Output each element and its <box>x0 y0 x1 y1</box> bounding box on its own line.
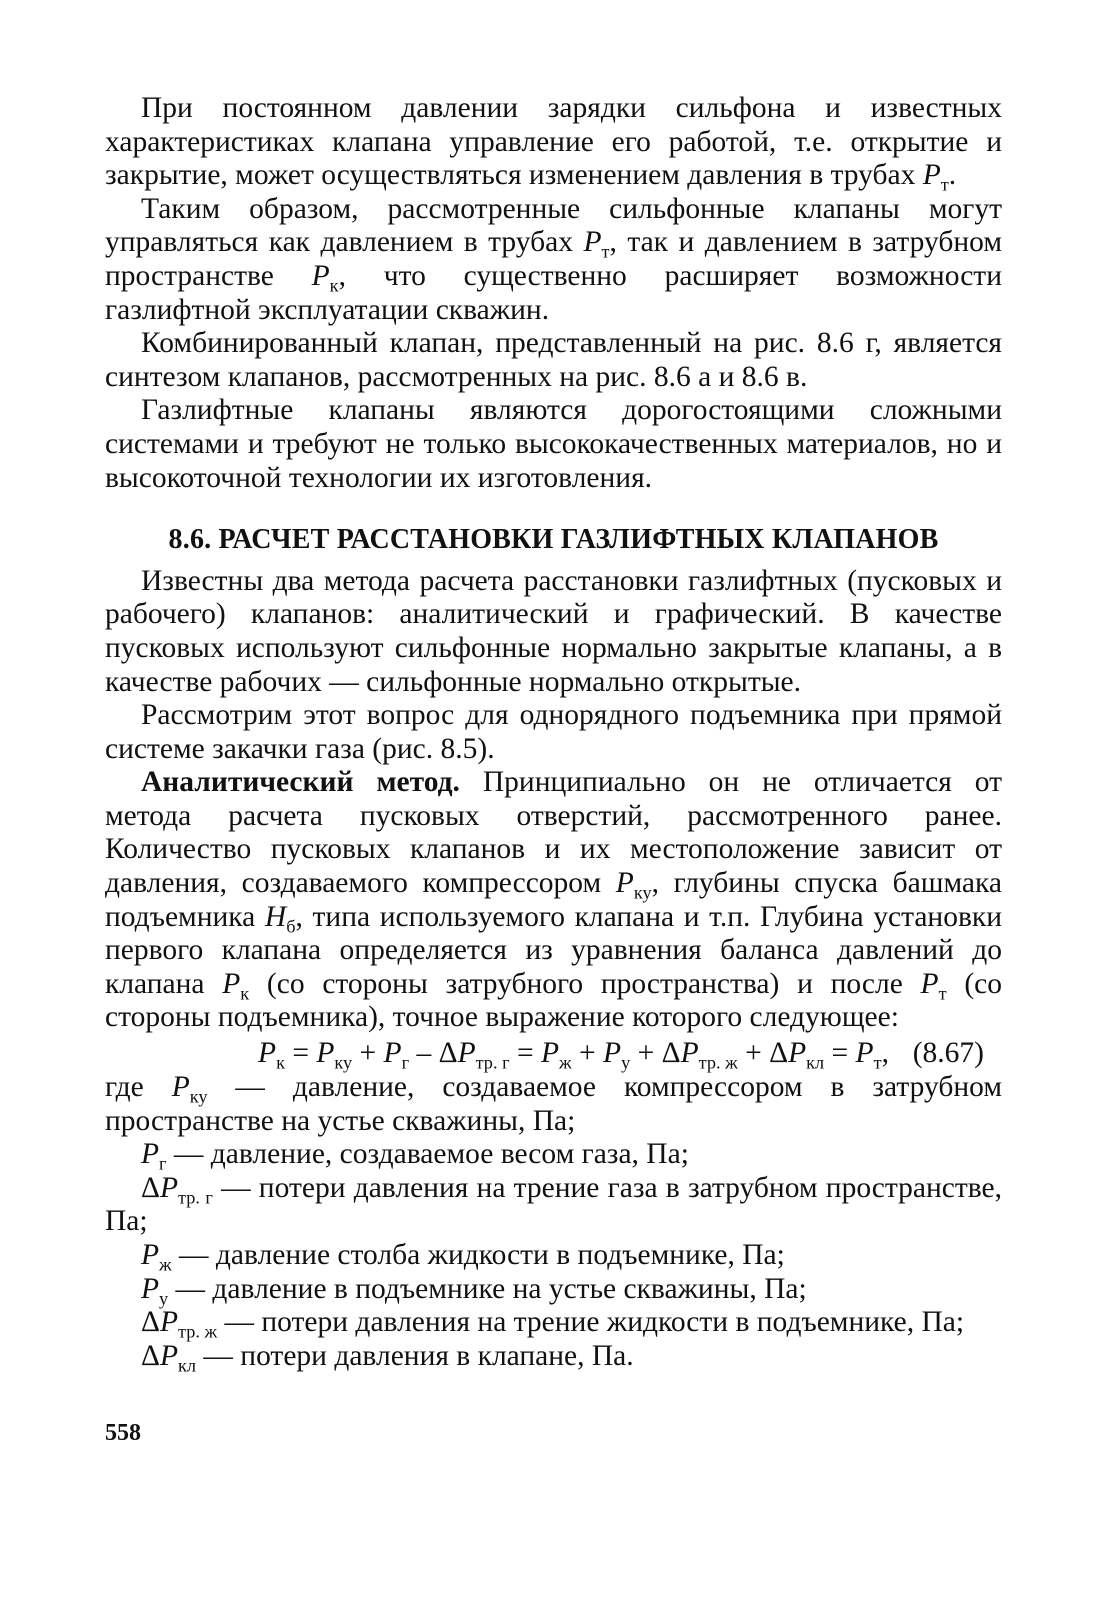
paragraph-text: (со стороны затрубного пространства) и после <box>249 967 921 1000</box>
paragraph-text: Таким образом, рассмотренные сильфонные клапаны могут управляться как давлением в трубах <box>105 192 1002 259</box>
subscript: к <box>276 1052 285 1073</box>
subscript: тр. ж <box>178 1321 218 1342</box>
paragraph-text: , что существенно расширяет возможности газлифтной эксплуатации скважин. <box>105 259 1002 326</box>
definition-text: — давление столба жидкости в подъемнике, Па; <box>171 1239 785 1271</box>
symbol: H <box>264 900 287 933</box>
operator: = <box>509 1037 541 1070</box>
paragraph-7 <box>105 766 1002 1035</box>
definition-item <box>105 1306 1002 1340</box>
subscript: т <box>601 241 610 262</box>
symbol: P <box>788 1037 807 1070</box>
operator: = <box>824 1037 856 1070</box>
equation-8-67 <box>105 1037 1002 1071</box>
definition-prefix: Δ <box>141 1339 160 1372</box>
subscript: ж <box>559 1052 572 1073</box>
paragraph-4: Газлифтные клапаны являются дорогостоящими сложными системами и требуют не только высококачественных материалов, но и высокоточной технологии их изготовления. <box>105 394 1002 494</box>
page-body <box>105 92 1003 1376</box>
subscript: тр. г <box>178 1187 213 1208</box>
symbol: P <box>258 1037 277 1070</box>
paragraph-text: При постоянном давлении зарядки сильфона и известных характеристиках клапана управление его работой, т.е. открытие и закрытие, может осуществляться изменением давления в трубах <box>105 92 1002 192</box>
definition-item <box>105 1340 1002 1374</box>
subscript: у <box>621 1052 631 1073</box>
subscript: у <box>159 1287 169 1308</box>
subscript: кл <box>178 1355 197 1376</box>
symbol: P <box>159 1306 179 1339</box>
section-heading: 8.6. РАСЧЕТ РАССТАНОВКИ ГАЗЛИФТНЫХ КЛАПАНОВ <box>168 524 939 556</box>
definition-text: — давление, создаваемое компрессором в затрубном пространстве на устье скважины, Па; <box>105 1071 1002 1137</box>
paragraph-text: , типа используемого клапана и т.п. Глубина установки первого клапана определяется из уравнения баланса давлений до клапана <box>105 900 1003 1000</box>
symbol: P <box>603 1037 622 1070</box>
paragraph-text: , глубины спуска башмака подъемника <box>105 867 1003 933</box>
symbol: P <box>680 1037 699 1070</box>
definition-prefix: Δ <box>141 1306 160 1339</box>
definition-item <box>105 1273 1002 1307</box>
paragraph-3: Комбинированный клапан, представленный на рис. 8.6 г, является синтезом клапанов, рассмотренных на рис. 8.6 а и 8.6 в. <box>105 327 1002 393</box>
subscript: кл <box>806 1052 825 1073</box>
symbol: P <box>583 226 602 259</box>
operator: + Δ <box>737 1037 789 1070</box>
operator: + Δ <box>630 1037 681 1070</box>
definition-text: — давление, создаваемое весом газа, Па; <box>166 1138 689 1171</box>
definition-item <box>105 1071 1002 1138</box>
paragraph-2 <box>105 193 1002 327</box>
symbol: P <box>922 159 941 192</box>
definition-text: — потери давления на трение газа в затрубном пространстве, Па; <box>105 1171 1002 1238</box>
definition-list <box>105 1071 1002 1376</box>
symbol: P <box>141 1272 160 1305</box>
paragraph-5: Известны два метода расчета расстановки газлифтных (пусковых и рабочего) клапанов: аналитический и графический. В качестве пусковых используют сильфонные нормально закрытые клапаны, а в качестве рабочих — сильфонные нормально открытые. <box>105 564 1002 698</box>
subscript: к <box>329 275 339 296</box>
subscript: ж <box>159 1254 172 1275</box>
definition-item <box>105 1239 1002 1273</box>
symbol: P <box>159 1171 179 1204</box>
paragraph-text: (со стороны подъемника), точное выражение которого следующее: <box>105 967 1002 1034</box>
paragraph-6: Рассмотрим этот вопрос для однорядного подъемника при прямой системе закачки газа (рис. 8.5). <box>105 699 1002 765</box>
definition-prefix: где <box>105 1071 172 1104</box>
definition-prefix: Δ <box>141 1171 160 1204</box>
subscript: т <box>938 983 947 1004</box>
symbol: P <box>540 1037 560 1070</box>
subscript: т <box>873 1052 882 1073</box>
subscript: ку <box>633 882 652 903</box>
symbol: P <box>171 1071 190 1104</box>
operator: + <box>571 1037 604 1070</box>
subscript: к <box>240 983 250 1004</box>
operator: , <box>881 1037 889 1070</box>
symbol: P <box>383 1037 402 1070</box>
equation-number: (8.67) <box>912 1037 984 1070</box>
subscript: ку <box>189 1086 208 1107</box>
paragraph-text: . <box>948 159 957 192</box>
symbol: P <box>141 1239 160 1271</box>
definition-text: — давление в подъемнике на устье скважины, Па; <box>168 1272 807 1305</box>
definition-text: — потери давления на трение жидкости в подъемнике, Па; <box>217 1306 965 1339</box>
symbol: P <box>920 967 939 1000</box>
definition-item <box>105 1172 1002 1239</box>
subscript: г <box>159 1153 167 1174</box>
subscript: тр. ж <box>698 1052 738 1073</box>
symbol: P <box>615 867 634 900</box>
subscript: тр. г <box>475 1052 510 1073</box>
symbol: P <box>457 1037 476 1070</box>
subscript: б <box>286 916 296 937</box>
paragraph-text: , так и давлением в затрубном пространстве <box>105 226 1002 292</box>
subscript: г <box>401 1052 410 1073</box>
equation-body <box>218 1037 889 1071</box>
operator: + <box>352 1037 384 1070</box>
method-lead: Аналитический метод. <box>141 766 460 799</box>
operator: = <box>284 1037 317 1070</box>
operator: – Δ <box>409 1037 458 1070</box>
page-number: 558 <box>105 1420 141 1446</box>
symbol: P <box>316 1037 335 1070</box>
symbol: P <box>141 1138 160 1171</box>
paragraph-1 <box>105 92 1002 193</box>
subscript: т <box>940 174 949 195</box>
symbol: P <box>855 1037 874 1070</box>
subscript: ку <box>334 1052 353 1073</box>
symbol: P <box>222 967 241 1000</box>
symbol: P <box>311 259 330 292</box>
paragraph-text: Принципиально он не отличается от метода расчета пусковых отверстий, рассмотренного ранее. Количество пусковых клапанов и их местоположение зависит от давления, создаваемого компрессором <box>105 766 1002 900</box>
symbol: P <box>159 1339 179 1372</box>
definition-item <box>105 1138 1002 1172</box>
definition-text: — потери давления в клапане, Па. <box>196 1339 634 1372</box>
